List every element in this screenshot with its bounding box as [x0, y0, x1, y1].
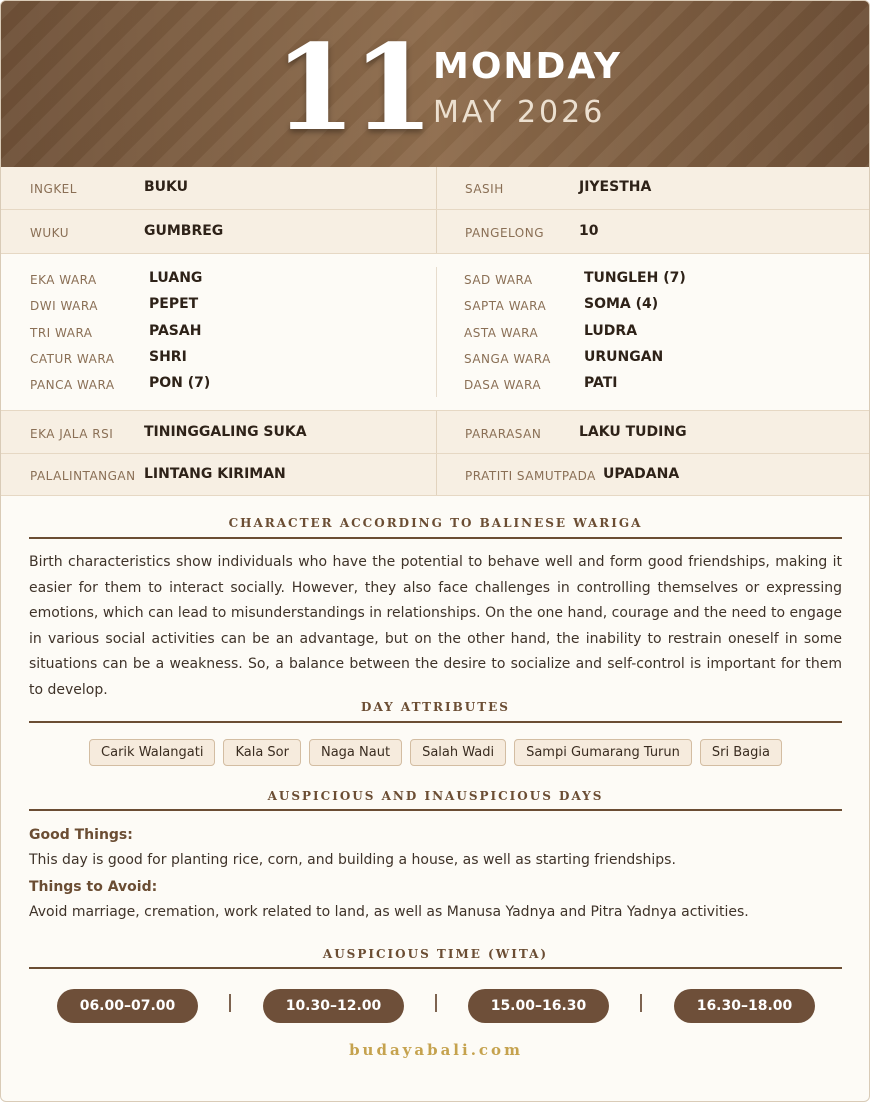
- time-separator: [640, 994, 642, 1012]
- things-to-avoid-text: Avoid marriage, cremation, work related to land, as well as Manusa Yadnya and Pitra Yadnya activities.: [29, 904, 749, 920]
- good-things-label: Good Things:: [29, 827, 133, 843]
- days-section-title: AUSPICIOUS AND INAUSPICIOUS DAYS: [267, 789, 604, 803]
- time-slot: 16.30–18.00: [674, 989, 815, 1023]
- wara-label: EKA WARA: [30, 273, 97, 287]
- attribute-chips: [29, 739, 842, 766]
- info-row-ekajala-pararasan: [1, 411, 870, 454]
- section-rule: [29, 967, 842, 969]
- info-value: 10: [579, 223, 599, 239]
- info-value: LINTANG KIRIMAN: [144, 466, 286, 482]
- wara-label: SAPTA WARA: [464, 299, 547, 313]
- attributes-section-title: DAY ATTRIBUTES: [361, 700, 510, 714]
- attribute-chip: Carik Walangati: [89, 739, 215, 766]
- wara-label: SAD WARA: [464, 273, 533, 287]
- wara-label: DASA WARA: [464, 378, 542, 392]
- info-label: WUKU: [30, 226, 69, 240]
- wara-value: PASAH: [149, 323, 202, 339]
- wara-value: URUNGAN: [584, 349, 664, 365]
- info-row-ingkel-sasih: [1, 167, 870, 210]
- info-label: PARARASAN: [465, 427, 542, 441]
- wara-value: LUDRA: [584, 323, 638, 339]
- good-things-text: This day is good for planting rice, corn, and building a house, as well as starting friendships.: [29, 852, 676, 868]
- wara-label: SANGA WARA: [464, 352, 551, 366]
- info-label: PANGELONG: [465, 226, 545, 240]
- wara-value: SOMA (4): [584, 296, 659, 312]
- attribute-chip: Sampi Gumarang Turun: [514, 739, 692, 766]
- month-year: MAY 2026: [433, 95, 606, 130]
- info-value: BUKU: [144, 179, 189, 195]
- day-number: 11: [274, 18, 431, 157]
- info-value: UPADANA: [603, 466, 680, 482]
- time-separator: [229, 994, 231, 1012]
- site-footer: budayabali.com: [349, 1041, 523, 1059]
- wara-value: PATI: [584, 375, 618, 391]
- info-cell-sasih: [436, 167, 870, 209]
- info-value: JIYESTHA: [579, 179, 652, 195]
- time-separator: [435, 994, 437, 1012]
- wara-value: LUANG: [149, 270, 203, 286]
- info-cell-pangelong: [436, 210, 870, 253]
- character-section-title: CHARACTER ACCORDING TO BALINESE WARIGA: [228, 516, 643, 530]
- time-slot: 06.00–07.00: [57, 989, 198, 1023]
- info-row-wuku-pangelong: [1, 210, 870, 254]
- info-cell-wuku: [1, 210, 436, 253]
- info-value: GUMBREG: [144, 223, 224, 239]
- date-header: [1, 1, 870, 167]
- info-label: EKA JALA RSI: [30, 427, 114, 441]
- attribute-chip: Kala Sor: [223, 739, 301, 766]
- info-cell-pararasan: [436, 411, 870, 453]
- wara-value: PON (7): [149, 375, 211, 391]
- wara-label: DWI WARA: [30, 299, 98, 313]
- info-cell-palalintangan: [1, 454, 436, 495]
- attribute-chip: Naga Naut: [309, 739, 402, 766]
- wara-value: SHRI: [149, 349, 187, 365]
- info-cell-ingkel: [1, 167, 436, 209]
- info-label: PALALINTANGAN: [30, 469, 136, 483]
- time-slot: 10.30–12.00: [263, 989, 404, 1023]
- wara-label: ASTA WARA: [464, 326, 539, 340]
- wara-label: PANCA WARA: [30, 378, 115, 392]
- info-label: SASIH: [465, 182, 504, 196]
- info-value: TININGGALING SUKA: [144, 424, 307, 440]
- wara-divider: [436, 267, 437, 397]
- wara-label: CATUR WARA: [30, 352, 115, 366]
- info-value: LAKU TUDING: [579, 424, 687, 440]
- wara-value: TUNGLEH (7): [584, 270, 686, 286]
- weekday: MONDAY: [433, 46, 622, 87]
- info-row-palalintangan-pratiti: [1, 454, 870, 496]
- time-slot: 15.00–16.30: [468, 989, 609, 1023]
- info-cell-ekajala: [1, 411, 436, 453]
- info-cell-pratiti: [436, 454, 870, 495]
- section-rule: [29, 721, 842, 723]
- section-rule: [29, 809, 842, 811]
- wara-value: PEPET: [149, 296, 199, 312]
- character-text: Birth characteristics show individuals who have the potential to behave well and form good friendships, making it easier for them to interact socially. However, they also face challenges in controlling themselves or expressing emotions, which can lead to misunderstandings in relationships. On the one hand, courage and the need to engage in various social activities can be an advantage, but on the other hand, the inability to restrain oneself in some situations can be a weakness. So, a balance between the desire to socialize and self-control is important for them to develop.: [29, 554, 842, 698]
- section-rule: [29, 537, 842, 539]
- time-section-title: AUSPICIOUS TIME (WITA): [322, 947, 549, 961]
- attribute-chip: Sri Bagia: [700, 739, 782, 766]
- info-label: INGKEL: [30, 182, 77, 196]
- attribute-chip: Salah Wadi: [410, 739, 506, 766]
- things-to-avoid-label: Things to Avoid:: [29, 879, 158, 895]
- info-label: PRATITI SAMUTPADA: [465, 469, 596, 483]
- wara-label: TRI WARA: [30, 326, 93, 340]
